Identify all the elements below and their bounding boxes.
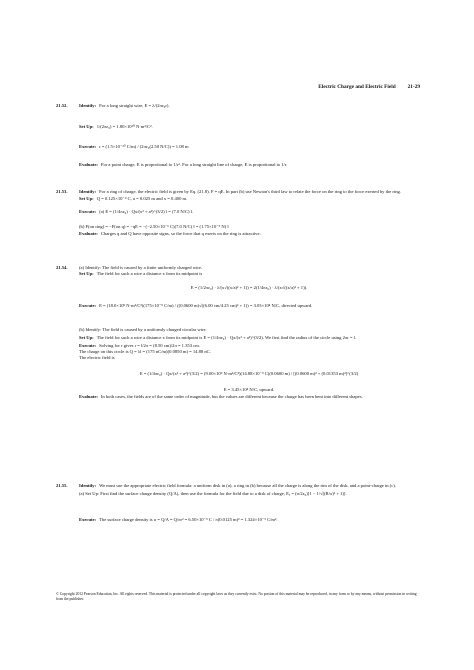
problem-21-53: [56, 189, 419, 237]
line-text: 1/(2πε₀) = 1.80×10¹⁰ N·m²/C².: [96, 124, 153, 129]
copyright-footer: © Copyright 2012 Pearson Education, Inc. All rights reserved. This material is protected under all copyright laws as they currently exist. No portion of this material may be reproduced, in any form or by any means, without permission in writing from the publisher.: [56, 592, 417, 601]
problem-line: [79, 209, 419, 215]
running-header: [240, 84, 420, 90]
line-key: Identify:: [79, 483, 97, 488]
line-key: Identify:: [79, 103, 97, 108]
line-text: Solving for r gives r = l/2π = (8.50 cm)/2π = 1.353 cm.: [99, 343, 200, 348]
problem-21-52: [56, 103, 419, 168]
line-text: The electric field is: [79, 355, 115, 360]
problem-body: [79, 103, 419, 168]
problem-line: [79, 355, 419, 361]
line-key: Set Up:: [79, 335, 94, 340]
problem-line: [79, 144, 419, 150]
line-text: Q = 0.125×10⁻⁹ C, a = 0.025 m and x = 0.400 m.: [96, 196, 188, 201]
problem-line: [79, 162, 419, 168]
problem-line: [79, 224, 419, 230]
problem-number: 21.53.: [56, 189, 68, 194]
line-key: Execute:: [79, 209, 97, 214]
problem-line: [79, 231, 419, 237]
line-text: E = (1/4πε₀) · Qx/(x² + a²)^(3/2) = (9.00×10⁹ N·m²/C²)(14.88×10⁻⁹ C)(0.0600 m) / [(0.0600 m)² + (0.01353 m)²]^(3/2): [139, 371, 359, 376]
line-key: Evaluate:: [79, 231, 98, 236]
line-text: For a ring of charge, the electric field is given by Eq. (21.8). F = qE. In part (b) use Newton's third law to relate the force on the ring to the force exerted by the ring.: [99, 189, 401, 194]
problem-number: 21.52.: [56, 103, 68, 108]
line-text: In both cases, the fields are of the same order of magnitude, but the values are different because the charge has been bent into different shapes.: [100, 394, 363, 399]
line-text: The surface charge density is σ = Q/A = Q/πr² = 6.50×10⁻⁹ C / π(0.0125 m)² = 1.324×10⁻⁵ C/m².: [99, 517, 278, 522]
line-key: Set Up:: [79, 196, 94, 201]
problem-line: [79, 517, 419, 523]
line-key: Execute:: [79, 517, 97, 522]
line-text: We must use the appropriate electric field formula: a uniform disk in (a), a ring in (b) because all the charge is along the rim of the disk, and a point-charge in (c).: [99, 483, 396, 488]
line-text: E = (1/2πε₀) · λ/(x√((x/a)² + 1)) = 2(1/4πε₀) · λ/(x√((x/a)² + 1)).: [190, 285, 308, 290]
line-key: Set Up:: [79, 124, 94, 129]
line-text: E = 3.45×10⁴ N/C, upward.: [223, 387, 275, 392]
line-key: Execute:: [79, 144, 97, 149]
line-key: Evaluate:: [79, 394, 98, 399]
line-text: The field for such a wire a distance x from its midpoint is E = (1/4πε₀) · Qx/(x² + a²)^(3/2). We first find the radius of the circle using 2πr = l.: [96, 335, 357, 340]
line-text: Charges q and Q have opposite signs, so the force that q exerts on the ring is attractive.: [100, 231, 261, 236]
line-text: For a point charge, E is proportional to 1/r². For a long straight line of charge, E is proportional to 1/r.: [100, 162, 288, 167]
problem-line: [79, 335, 419, 341]
problem-line: [79, 196, 419, 202]
problem-21-54: [56, 265, 419, 400]
problem-line: [79, 285, 419, 291]
line-text: (a) Identify: The field is caused by a finite uniformly charged wire.: [79, 265, 203, 270]
problem-line: [79, 303, 419, 309]
problem-line: [79, 483, 419, 489]
problem-body: [79, 483, 419, 523]
problem-number: 21.54.: [56, 265, 68, 270]
line-text: (b) Identify: The field is caused by a uniformly charged circular wire.: [79, 327, 207, 332]
line-text: E = (18.0×10⁹ N·m²/C²)(175×10⁻⁹ C/m) / ((0.0600 m)√((6.00 cm/4.25 cm)² + 1)) = 3.03×10⁴ N/C, directed upward.: [99, 303, 313, 308]
line-text: The charge on this circle is Q = λl = (175 nC/m)(0.0850 m) = 14.88 nC.: [79, 349, 211, 354]
line-text: r = (1.5×10⁻¹⁰ C/m) / (2πε₀(2.50 N/C)) = 1.08 m: [99, 144, 189, 149]
problem-line: [79, 387, 419, 393]
line-key: Execute:: [79, 343, 97, 348]
problem-line: [79, 371, 419, 377]
problem-line: [79, 271, 419, 277]
line-text: (a) E = (1/4πε₀) · Qx/(x² + a²)^(3/2) î = (7.0 N/C) î.: [99, 209, 194, 214]
line-text: The field for such a wire a distance x from its midpoint is: [96, 271, 203, 276]
problem-line: [79, 327, 419, 333]
problem-number: 21.55.: [56, 483, 68, 488]
line-text: (b) F(on ring) = −F(on q) = −qE = −(−2.50×10⁻⁶ C)(7.0 N/C) î = (1.75×10⁻⁵ N) î: [79, 224, 229, 229]
line-key: Evaluate:: [79, 162, 98, 167]
line-key: Execute:: [79, 303, 97, 308]
line-key: Identify:: [79, 189, 97, 194]
problem-line: [79, 491, 419, 497]
line-text: For a long straight wire, E = λ/(2πε₀r).: [99, 103, 170, 108]
line-key: Set Up:: [79, 271, 94, 276]
chapter-title: Electric Charge and Electric Field: [318, 84, 396, 90]
problem-line: [79, 189, 419, 195]
problem-body: [79, 189, 419, 237]
page-number: 21-29: [407, 84, 420, 90]
problem-line: [79, 103, 419, 109]
problem-body: [79, 265, 419, 400]
line-text: (a) Set Up: First find the surface charge density (Q/A), then use the formula for the field due to a disk of charge, Eₓ = (σ/2ε₀)[1 − 1/√((R/x)² + 1)].: [79, 491, 347, 496]
problem-line: [79, 394, 419, 400]
problem-21-55: [56, 483, 419, 523]
problem-line: [79, 124, 419, 130]
